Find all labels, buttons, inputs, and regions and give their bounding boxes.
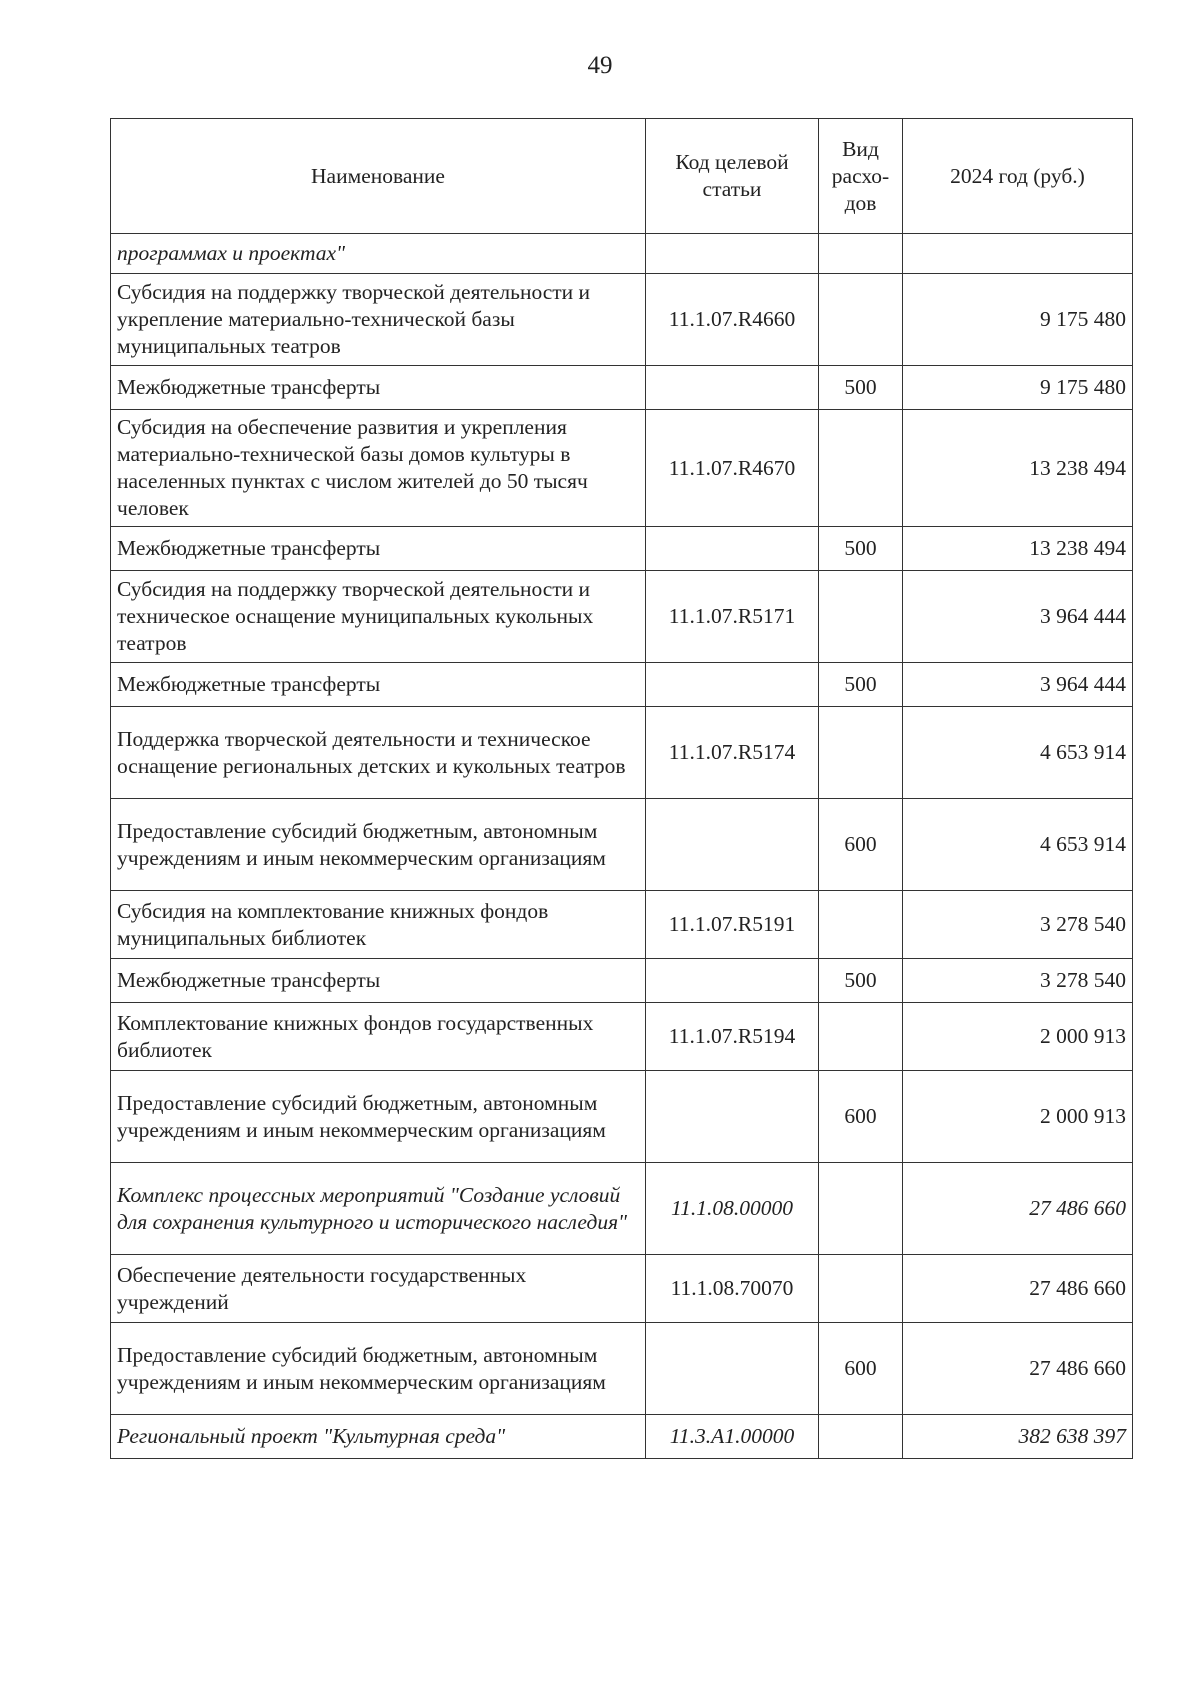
row-amount-cell: 3 964 444 [903,663,1133,707]
row-amount-cell: 382 638 397 [903,1415,1133,1459]
table-row [111,1323,1133,1415]
row-amount-cell: 2 000 913 [903,1003,1133,1071]
row-name-cell: Межбюджетные трансферты [111,527,646,571]
row-code-cell [646,1323,819,1415]
row-kind-cell: 600 [819,799,903,891]
row-kind-cell [819,707,903,799]
table-row [111,891,1133,959]
row-code-cell: 11.1.07.R5191 [646,891,819,959]
row-name-cell: Предоставление субсидий бюджетным, автономным учреждениям и иным некоммерческим организациям [111,1071,646,1163]
row-name-cell: Региональный проект "Культурная среда" [111,1415,646,1459]
row-amount-cell: 4 653 914 [903,707,1133,799]
row-kind-cell: 600 [819,1071,903,1163]
row-code-cell: 11.1.07.R4660 [646,274,819,366]
row-name-cell: Поддержка творческой деятельности и техническое оснащение региональных детских и кукольных театров [111,707,646,799]
row-kind-cell [819,410,903,527]
row-name-cell: Комплектование книжных фондов государственных библиотек [111,1003,646,1071]
row-code-cell [646,234,819,274]
row-code-cell: 11.1.07.R5171 [646,571,819,663]
row-kind-cell [819,571,903,663]
budget-table [110,118,1133,1459]
page-number: 49 [587,52,613,79]
table-row [111,1415,1133,1459]
table-row [111,571,1133,663]
row-code-cell [646,366,819,410]
row-name-cell: Предоставление субсидий бюджетным, автономным учреждениям и иным некоммерческим организациям [111,799,646,891]
row-kind-cell [819,1003,903,1071]
row-code-cell [646,959,819,1003]
row-name-cell: Субсидия на обеспечение развития и укрепления материально-технической базы домов культуры в населенных пунктах с числом жителей до 50 тысяч человек [111,410,646,527]
row-amount-cell: 3 278 540 [903,959,1133,1003]
row-kind-cell [819,1415,903,1459]
table-row [111,410,1133,527]
table-row [111,799,1133,891]
table-row [111,1255,1133,1323]
row-name-cell: Комплекс процессных мероприятий "Создание условий для сохранения культурного и исторического наследия" [111,1163,646,1255]
row-amount-cell: 27 486 660 [903,1323,1133,1415]
row-kind-cell [819,891,903,959]
row-name-cell: Предоставление субсидий бюджетным, автономным учреждениям и иным некоммерческим организациям [111,1323,646,1415]
row-amount-cell [903,234,1133,274]
header-code: Код целевой статьи [646,119,819,234]
row-code-cell: 11.1.07.R5174 [646,707,819,799]
row-code-cell: 11.1.08.00000 [646,1163,819,1255]
row-kind-cell: 500 [819,366,903,410]
row-code-cell: 11.1.08.70070 [646,1255,819,1323]
table-row [111,527,1133,571]
row-code-cell [646,1071,819,1163]
row-name-cell: Межбюджетные трансферты [111,366,646,410]
row-kind-cell: 500 [819,527,903,571]
row-amount-cell: 3 278 540 [903,891,1133,959]
row-code-cell [646,527,819,571]
row-kind-cell [819,234,903,274]
row-kind-cell [819,274,903,366]
row-amount-cell: 9 175 480 [903,366,1133,410]
row-name-cell: программах и проектах" [111,234,646,274]
row-kind-cell: 600 [819,1323,903,1415]
table-header-row [111,119,1133,234]
row-code-cell: 11.3.А1.00000 [646,1415,819,1459]
row-amount-cell: 9 175 480 [903,274,1133,366]
header-name: Наименование [111,119,646,234]
row-name-cell: Межбюджетные трансферты [111,663,646,707]
row-amount-cell: 2 000 913 [903,1071,1133,1163]
table-row [111,707,1133,799]
row-kind-cell: 500 [819,663,903,707]
row-name-cell: Обеспечение деятельности государственных учреждений [111,1255,646,1323]
row-code-cell: 11.1.07.R5194 [646,1003,819,1071]
row-name-cell: Субсидия на комплектование книжных фондов муниципальных библиотек [111,891,646,959]
row-amount-cell: 13 238 494 [903,527,1133,571]
row-name-cell: Субсидия на поддержку творческой деятельности и укрепление материально-технической базы муниципальных театров [111,274,646,366]
table-body [111,234,1133,1459]
row-code-cell [646,663,819,707]
header-year: 2024 год (руб.) [903,119,1133,234]
table-row [111,366,1133,410]
row-kind-cell [819,1163,903,1255]
row-kind-cell: 500 [819,959,903,1003]
row-name-cell: Межбюджетные трансферты [111,959,646,1003]
table-row [111,234,1133,274]
row-name-cell: Субсидия на поддержку творческой деятельности и техническое оснащение муниципальных кукольных театров [111,571,646,663]
table-row [111,1003,1133,1071]
table-row [111,274,1133,366]
table-row [111,1163,1133,1255]
table-row [111,663,1133,707]
row-amount-cell: 27 486 660 [903,1255,1133,1323]
header-kind: Вид расхо-дов [819,119,903,234]
row-code-cell [646,799,819,891]
row-code-cell: 11.1.07.R4670 [646,410,819,527]
row-amount-cell: 4 653 914 [903,799,1133,891]
row-amount-cell: 27 486 660 [903,1163,1133,1255]
row-amount-cell: 13 238 494 [903,410,1133,527]
table-row [111,1071,1133,1163]
row-amount-cell: 3 964 444 [903,571,1133,663]
table-row [111,959,1133,1003]
row-kind-cell [819,1255,903,1323]
